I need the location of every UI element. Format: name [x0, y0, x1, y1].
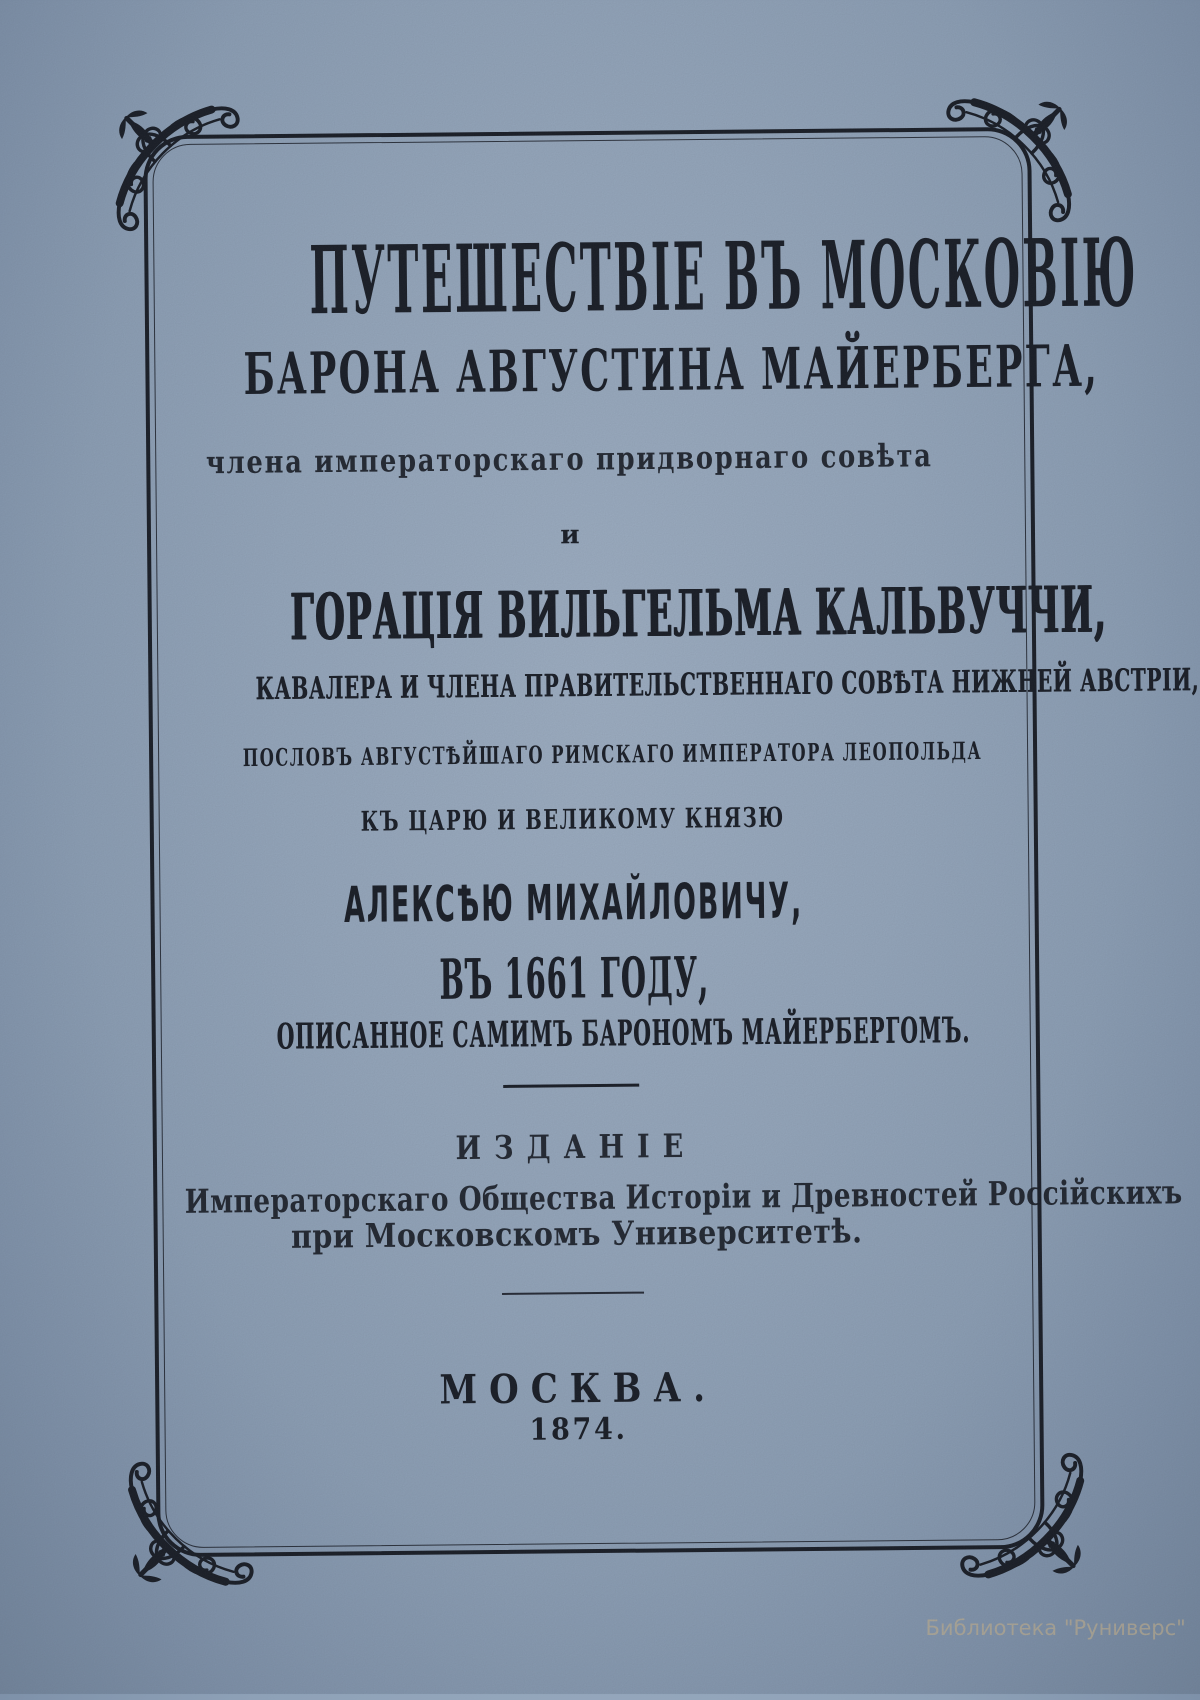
conjunction: и	[560, 520, 580, 551]
edition-university-line: при Московскомъ Университетѣ.	[290, 1212, 863, 1257]
imprint-city: МОСКВА.	[439, 1364, 718, 1415]
coauthor-title-line: КАВАЛЕРА И ЧЛЕНА ПРАВИТЕЛЬСТВЕННАГО СОВѢТА НИЖНЕЙ АВСТРІИ,	[255, 661, 1200, 707]
author-title-line: члена императорскаго придворнаго совѣта	[205, 437, 933, 482]
divider-rule	[503, 1084, 639, 1088]
envoys-line: ПОСЛОВЪ АВГУСТѢЙШАГО РИМСКАГО ИМПЕРАТОРА ЛЕОПОЛЬДА	[242, 737, 983, 773]
coauthor-line: ГОРАЦІЯ ВИЛЬГЕЛЬМА КАЛЬВУЧЧИ,	[290, 571, 1108, 655]
imprint-year: 1874.	[529, 1411, 628, 1448]
addressee-intro-line: КЪ ЦАРЮ И ВЕЛИКОМУ КНЯЗЮ	[360, 802, 785, 839]
library-watermark: Библиотека "Руниверс"	[925, 1615, 1186, 1640]
year-line: ВЪ 1661 ГОДУ,	[439, 944, 710, 1012]
edition-society-line: Императорскаго Общества Исторіи и Древностей Россійскихъ	[184, 1173, 1183, 1222]
described-by-line: ОПИСАННОЕ САМИМЪ БАРОНОМЪ МАЙЕРБЕРГОМЪ.	[276, 1010, 971, 1059]
author-line: БАРОНА АВГУСТИНА МАЙЕРБЕРГА,	[243, 331, 1100, 408]
edition-heading: ИЗДАНІЕ	[455, 1127, 697, 1168]
addressee-name-line: АЛЕКСѢЮ МИХАЙЛОВИЧУ,	[343, 871, 804, 934]
divider-rule	[502, 1292, 644, 1295]
main-title: ПУТЕШЕСТВІЕ ВЪ МОСКОВІЮ	[308, 216, 1139, 336]
